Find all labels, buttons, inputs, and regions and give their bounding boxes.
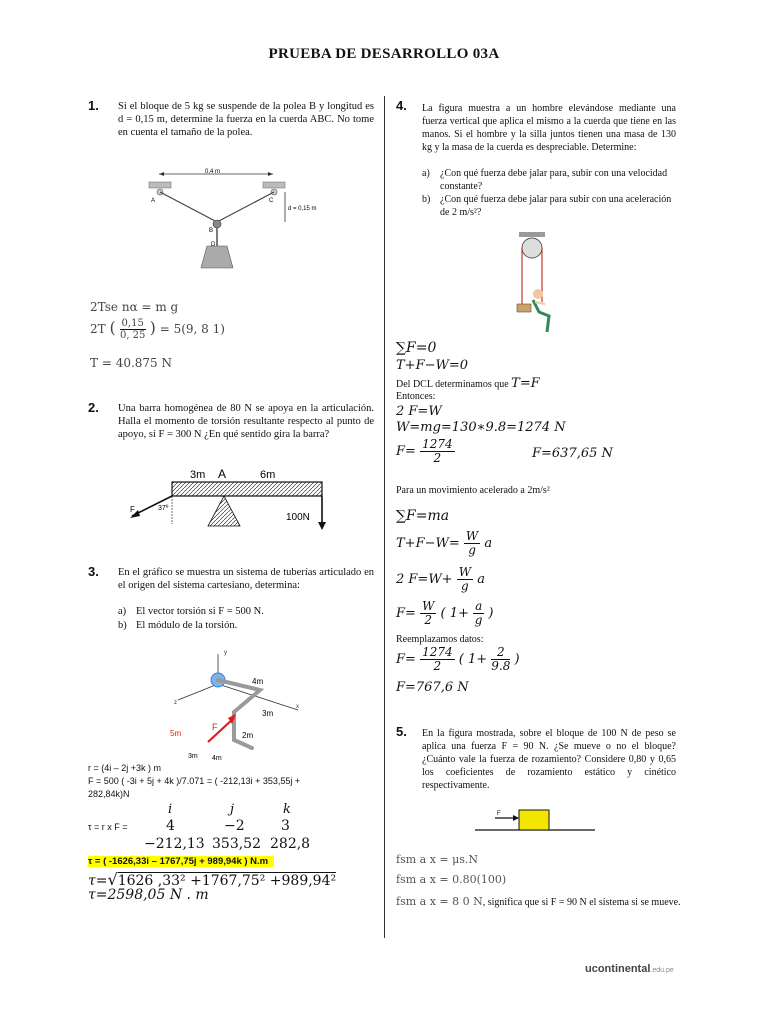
list-item: a) ¿Con qué fuerza debe jalar para, subir con una velocidad constante? xyxy=(422,168,668,192)
equation: 2T ( $\frac{0,15}{0, 25}$ ) = 5(9, 8 1) xyxy=(90,318,225,341)
equation: F= $\frac{1274}{2}$ xyxy=(396,437,453,466)
question-items xyxy=(118,605,374,633)
svg-text:100N: 100N xyxy=(286,512,310,523)
equation: F= $\frac{1274}{2}$ ( 1+ $\frac{2}{9.8}$ ) xyxy=(396,645,520,674)
equation: ∑F=0 xyxy=(396,340,437,356)
svg-text:3m: 3m xyxy=(188,753,198,760)
torque-result: τ=2598,05 N . m xyxy=(88,887,209,903)
dimension-side-label: d = 0,15 m xyxy=(288,206,317,212)
dimension-top-label: 0,4 m xyxy=(205,169,221,175)
support-left xyxy=(149,182,171,188)
equation: T+F−W=0 xyxy=(396,358,469,373)
bar-figure xyxy=(120,464,350,534)
svg-text:F: F xyxy=(212,722,218,732)
question-text: En la figura mostrada, sobre el bloque de 100 N de peso se aplica una fuerza F = 90 N. ¿Se mueve o no el bloque? ¿Cuánto vale la fuerza de rozamiento? Considere 0,80 y 0,65 los coeficientes de rozamiento estático y cinético respectivamente. xyxy=(422,728,676,791)
chair xyxy=(517,304,531,312)
equation: W=mg=130∗9.8=1274 N xyxy=(396,420,566,435)
pipe xyxy=(218,680,260,748)
question-text: En el gráfico se muestra un sistema de tuberías articulado en el origen del sistema cartesiano, determina: xyxy=(118,567,374,591)
position-vector: r = (4i – 2j +3k ) m xyxy=(88,763,162,773)
equation: T = 40.875 N xyxy=(90,356,172,370)
brand-logo: ucontinental.edu.pe xyxy=(585,963,674,975)
rope-ab xyxy=(160,192,217,222)
svg-text:6m: 6m xyxy=(260,469,276,481)
z-axis xyxy=(178,684,218,700)
svg-text:D: D xyxy=(211,242,216,248)
equation-result: F=767,6 N xyxy=(396,680,469,695)
question-number: 5. xyxy=(396,724,407,739)
question-number: 1. xyxy=(88,98,99,113)
equation: ∑F=ma xyxy=(396,508,450,524)
question-text: Una barra homogénea de 80 N se apoya en la articulación. Halla el momento de torsión resultante respecto al punto de apoyo, si F = 300 N ¿En qué sentido gira la barra? xyxy=(118,403,374,440)
svg-text:x: x xyxy=(296,704,299,710)
accel-text: Para un movimiento acelerado a 2m/s² xyxy=(396,485,550,496)
rope-bc xyxy=(217,192,274,222)
svg-text:y: y xyxy=(224,650,227,656)
question-items xyxy=(422,167,676,219)
svg-text:z: z xyxy=(174,700,177,706)
block xyxy=(519,810,549,830)
pulley-b xyxy=(213,220,221,228)
man-body xyxy=(533,300,549,332)
svg-text:37º: 37º xyxy=(158,505,169,512)
svg-text:B: B xyxy=(209,228,214,234)
equation: 2Tse nα = m g xyxy=(90,300,179,314)
torque-vector-result: τ = ( -1626,33i – 1767,75j + 989,94k ) N.m xyxy=(88,856,274,867)
man-pulley-figure xyxy=(505,232,561,344)
svg-text:F: F xyxy=(130,505,135,514)
equation: fsm a x = 0.80(100) xyxy=(396,873,507,886)
force-vector-cont: 282,84k)N xyxy=(88,789,130,799)
equation: fsm a x = μs.N xyxy=(396,853,479,866)
svg-text:C: C xyxy=(269,198,274,204)
torque-magnitude: τ=√1626 ,33² +1767,75² +989,94² xyxy=(88,870,337,889)
weight-block xyxy=(201,246,233,268)
pulley xyxy=(522,238,542,258)
svg-text:3m: 3m xyxy=(190,469,206,481)
support-right xyxy=(263,182,285,188)
pipe-figure xyxy=(168,644,308,762)
equation: F= $\frac{W}{2}$ ( 1+ $\frac{a}{g}$ ) xyxy=(396,599,494,628)
support-triangle xyxy=(208,496,240,526)
page-title: PRUEBA DE DESARROLLO 03A xyxy=(268,46,500,62)
svg-text:F: F xyxy=(497,811,501,817)
svg-text:A: A xyxy=(218,467,227,481)
svg-text:4m: 4m xyxy=(212,755,222,762)
dcl-text: Del DCL determinamos que T=F xyxy=(396,376,540,391)
ceiling xyxy=(519,232,545,237)
pulley-figure xyxy=(145,164,325,276)
question-text: La figura muestra a un hombre elevándose mediante una fuerza vertical que aplica el mismo a la cuerda que tiene en las manos. Si el hombre y la silla juntos tienen una masa de 130 kg y la masa de la cuerda es despreciable. Determine: xyxy=(422,103,676,153)
equation: 2 F=W xyxy=(396,404,442,419)
equation: 2 F=W+ $\frac{W}{g}$ a xyxy=(396,565,485,594)
column-divider xyxy=(384,96,385,938)
equation: T+F−W= $\frac{W}{g}$ a xyxy=(396,529,493,558)
svg-text:4m: 4m xyxy=(252,677,264,686)
question-number: 2. xyxy=(88,400,99,415)
svg-text:2m: 2m xyxy=(242,731,254,740)
svg-text:A: A xyxy=(151,198,156,204)
conclusion: fsm a x = 8 0 N, significa que si F = 90 N el sistema si se mueve. xyxy=(396,895,681,908)
question-text: Si el bloque de 5 kg se suspende de la polea B y longitud es d = 0,15 m, determine la fuerza en la cuerda ABC. No tome en cuenta el tamaño de la polea. xyxy=(118,101,374,138)
question-number: 4. xyxy=(396,98,407,113)
list-item: b) El módulo de la torsión. xyxy=(118,620,238,631)
list-item: b) ¿Con qué fuerza debe jalar para subir con una aceleración de 2 m/s²? xyxy=(422,194,672,218)
equation-result: F=637,65 N xyxy=(532,446,613,461)
block-figure xyxy=(475,804,595,834)
man-head xyxy=(533,289,543,299)
svg-text:3m: 3m xyxy=(262,709,274,718)
svg-text:5m: 5m xyxy=(170,729,182,738)
force-vector: F = 500 ( -3i + 5j + 4k )/7.071 = ( -212,13i + 353,55j + xyxy=(88,776,301,786)
list-item: a) El vector torsión si F = 500 N. xyxy=(118,606,264,617)
question-number: 3. xyxy=(88,564,99,579)
determinant-label: τ = r x F = xyxy=(88,822,128,832)
